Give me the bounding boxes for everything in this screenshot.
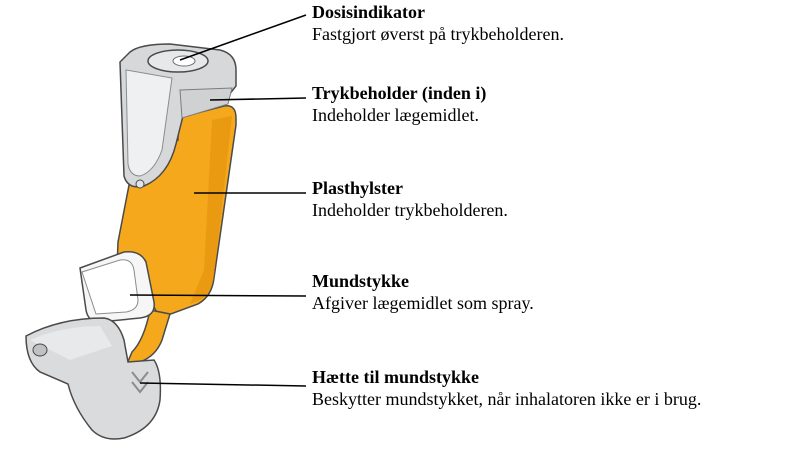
label-title: Mundstykke <box>312 271 410 291</box>
label-title: Hætte til mundstykke <box>312 367 480 387</box>
label-haette <box>312 366 701 410</box>
canister-small-dot <box>136 180 144 188</box>
leader-dosisindikator <box>180 15 306 60</box>
label-title: Dosisindikator <box>312 2 426 22</box>
label-mundstykke <box>312 270 534 314</box>
label-trykbeholder <box>312 82 486 126</box>
label-plasthylster <box>312 177 508 221</box>
dose-indicator-window <box>173 56 195 66</box>
leader-haette <box>140 383 306 386</box>
label-desc: Indeholder trykbeholderen. <box>312 200 508 220</box>
cap-hole <box>33 344 47 356</box>
leader-mundstykke <box>130 295 306 296</box>
label-title: Plasthylster <box>312 178 403 198</box>
label-desc: Afgiver lægemidlet som spray. <box>312 293 534 313</box>
label-dosisindikator <box>312 1 564 45</box>
label-title: Trykbeholder (inden i) <box>312 83 487 103</box>
label-desc: Beskytter mundstykket, når inhalatoren ikke er i brug. <box>312 389 702 409</box>
label-desc: Fastgjort øverst på trykbeholderen. <box>312 24 564 44</box>
label-desc: Indeholder lægemidlet. <box>312 105 479 125</box>
